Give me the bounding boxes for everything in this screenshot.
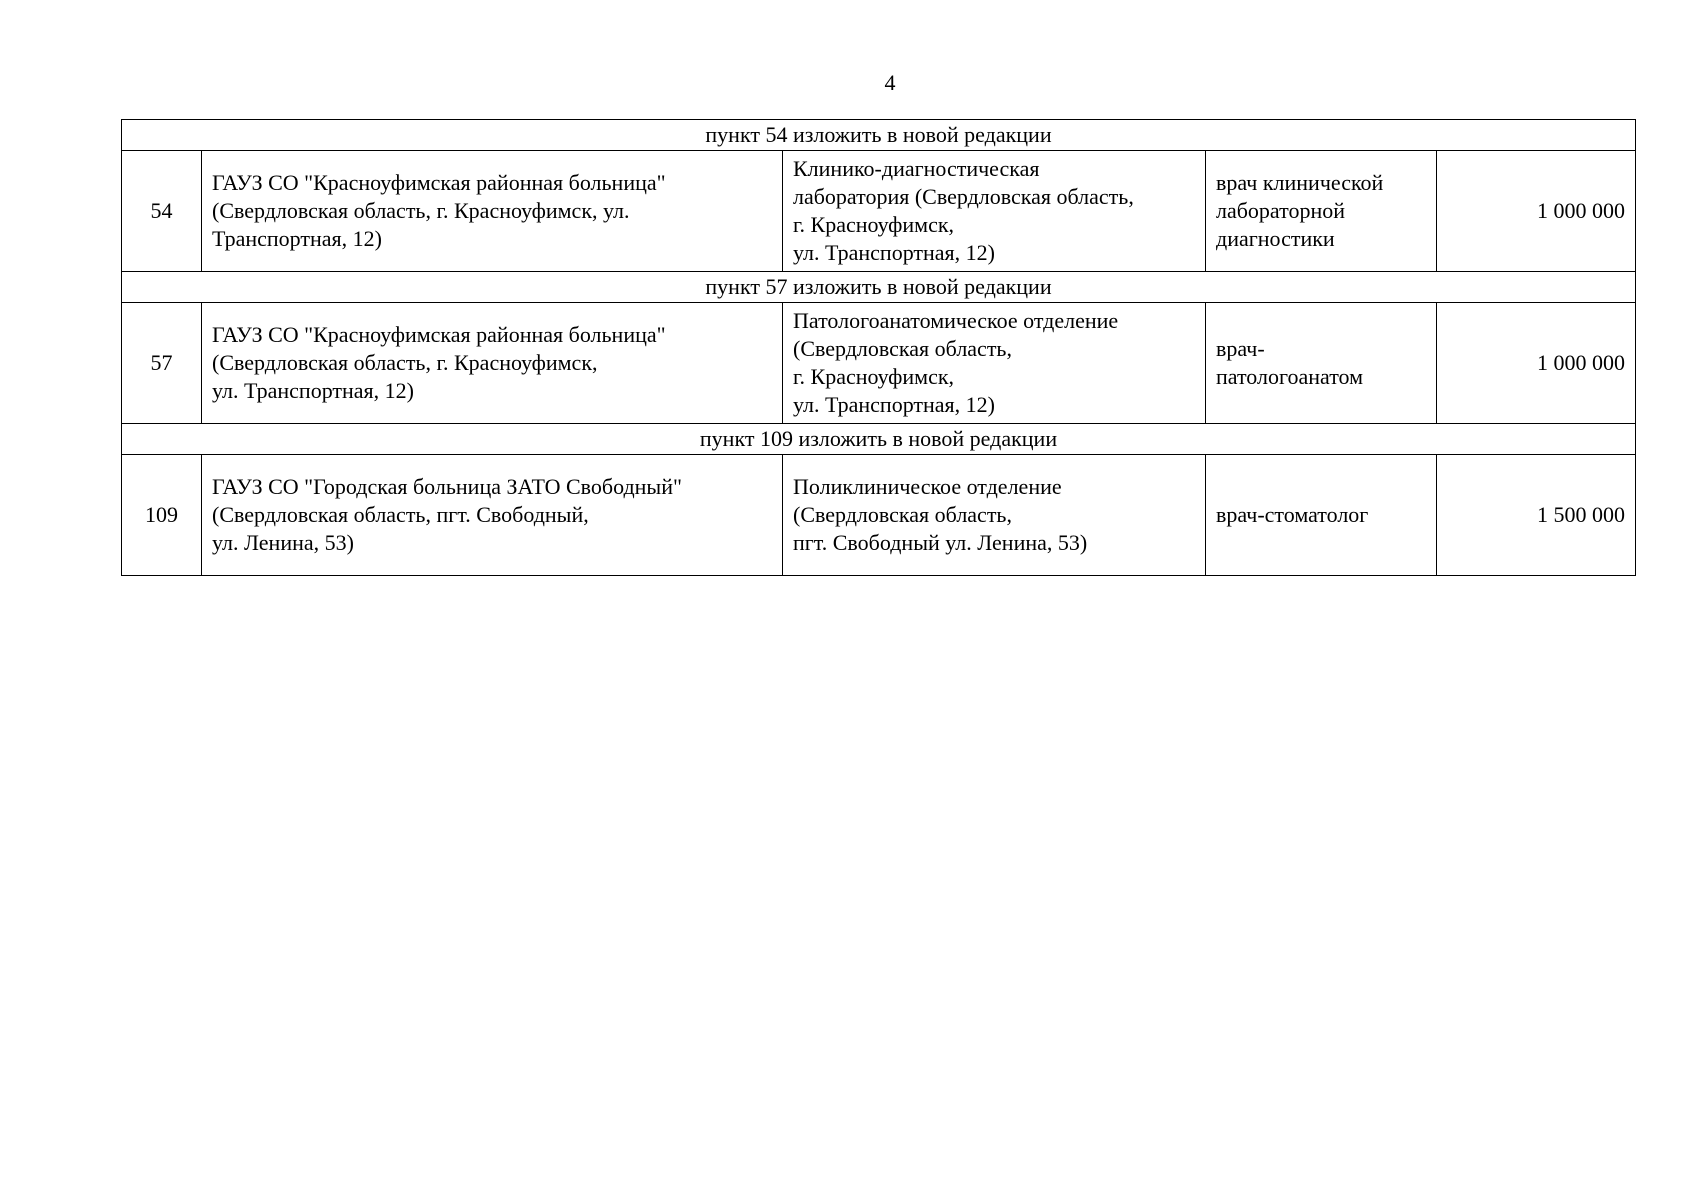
section-heading: пункт 57 изложить в новой редакции bbox=[122, 272, 1636, 303]
department-line: Патологоанатомическое отделение bbox=[793, 308, 1119, 333]
table-row bbox=[122, 151, 1636, 272]
organization-line: ГАУЗ СО "Красноуфимская районная больница" bbox=[212, 170, 666, 195]
position-line: врач- bbox=[1216, 336, 1265, 361]
department-line: г. Красноуфимск, bbox=[793, 212, 955, 237]
position-line: врач клинической bbox=[1216, 170, 1384, 195]
organization-line: ул. Транспортная, 12) bbox=[212, 378, 414, 403]
table-row bbox=[122, 455, 1636, 576]
organization-line: ГАУЗ СО "Городская больница ЗАТО Свободный" bbox=[212, 474, 682, 499]
position-cell bbox=[1206, 455, 1437, 576]
position-line: диагностики bbox=[1216, 226, 1335, 251]
section-heading: пункт 54 изложить в новой редакции bbox=[122, 120, 1636, 151]
organization-line: (Свердловская область, пгт. Свободный, bbox=[212, 502, 589, 527]
table-row bbox=[122, 303, 1636, 424]
department-cell bbox=[783, 151, 1206, 272]
department-line: Клинико-диагностическая bbox=[793, 156, 1040, 181]
position-line: лабораторной bbox=[1216, 198, 1346, 223]
position-line: патологоанатом bbox=[1216, 364, 1364, 389]
organization-line: (Свердловская область, г. Красноуфимск, ул. bbox=[212, 198, 630, 223]
position-cell bbox=[1206, 303, 1437, 424]
organization-line: ГАУЗ СО "Красноуфимская районная больница" bbox=[212, 322, 666, 347]
position-cell bbox=[1206, 151, 1437, 272]
item-number: 54 bbox=[122, 151, 202, 272]
page-number: 4 bbox=[884, 70, 896, 95]
department-line: (Свердловская область, bbox=[793, 336, 1012, 361]
section-heading-row bbox=[122, 272, 1636, 303]
section-heading: пункт 109 изложить в новой редакции bbox=[122, 424, 1636, 455]
amount-cell: 1 500 000 bbox=[1437, 455, 1636, 576]
department-line: ул. Транспортная, 12) bbox=[793, 240, 995, 265]
department-line: пгт. Свободный ул. Ленина, 53) bbox=[793, 530, 1088, 555]
organization-cell bbox=[202, 455, 783, 576]
item-number: 57 bbox=[122, 303, 202, 424]
department-cell bbox=[783, 303, 1206, 424]
organization-line: ул. Ленина, 53) bbox=[212, 530, 354, 555]
section-heading-row bbox=[122, 424, 1636, 455]
department-line: г. Красноуфимск, bbox=[793, 364, 955, 389]
organization-line: Транспортная, 12) bbox=[212, 226, 382, 251]
position-line: врач-стоматолог bbox=[1216, 502, 1369, 527]
department-line: Поликлиническое отделение bbox=[793, 474, 1062, 499]
department-line: (Свердловская область, bbox=[793, 502, 1012, 527]
department-line: лаборатория (Свердловская область, bbox=[793, 184, 1134, 209]
amount-cell: 1 000 000 bbox=[1437, 303, 1636, 424]
item-number: 109 bbox=[122, 455, 202, 576]
amount-cell: 1 000 000 bbox=[1437, 151, 1636, 272]
organization-cell bbox=[202, 151, 783, 272]
amendments-table bbox=[121, 119, 1636, 576]
department-line: ул. Транспортная, 12) bbox=[793, 392, 995, 417]
section-heading-row bbox=[122, 120, 1636, 151]
organization-cell bbox=[202, 303, 783, 424]
organization-line: (Свердловская область, г. Красноуфимск, bbox=[212, 350, 598, 375]
department-cell bbox=[783, 455, 1206, 576]
